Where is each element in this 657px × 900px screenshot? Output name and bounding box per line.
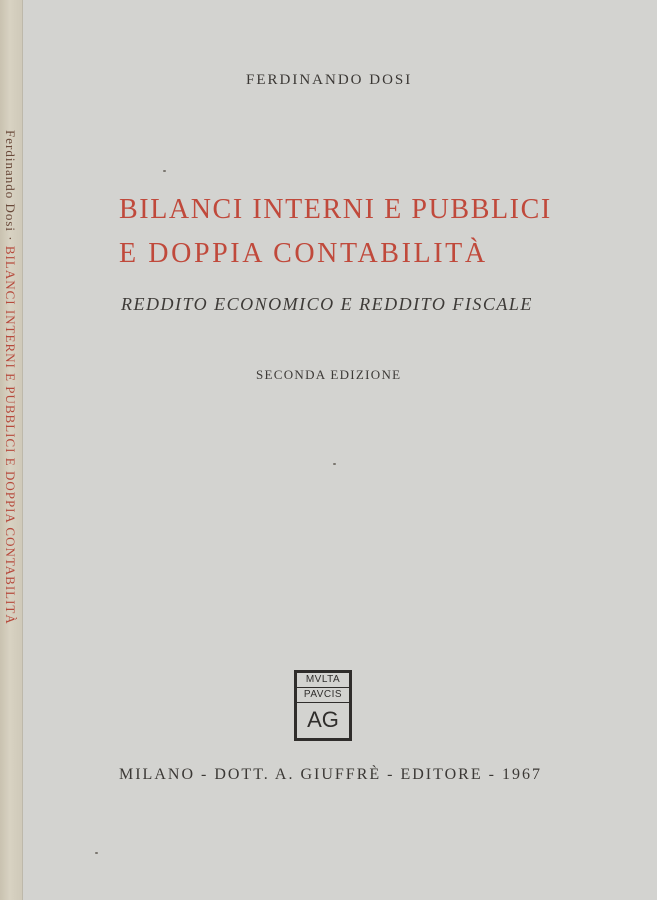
logo-inner: [296, 672, 350, 739]
title-line-2: E DOPPIA CONTABILITÀ: [119, 238, 488, 269]
spine-title: BILANCI INTERNI E PUBBLICI E DOPPIA CONTABILITÀ: [3, 245, 18, 625]
spine-author: Ferdinando Dosi: [3, 130, 18, 233]
paper-speck: [163, 170, 166, 172]
spine-text: [4, 130, 18, 710]
publisher-line: MILANO - DOTT. A. GIUFFRÈ - EDITORE - 1967: [119, 766, 542, 783]
author-name: FERDINANDO DOSI: [246, 72, 413, 88]
logo-monogram: AG: [307, 707, 339, 732]
edition-label: SECONDA EDIZIONE: [256, 367, 402, 382]
paper-speck: [95, 852, 98, 854]
publisher-logo: [294, 670, 352, 741]
paper-speck: [333, 463, 336, 465]
front-cover: [23, 0, 657, 900]
logo-motto-line-1: MVLTA: [297, 673, 349, 688]
subtitle: REDDITO ECONOMICO E REDDITO FISCALE: [121, 294, 533, 314]
title-line-1: BILANCI INTERNI E PUBBLICI: [119, 194, 552, 225]
logo-motto-line-2: PAVCIS: [297, 688, 349, 703]
spine-separator: ·: [3, 232, 18, 246]
book-spine: [0, 0, 23, 900]
